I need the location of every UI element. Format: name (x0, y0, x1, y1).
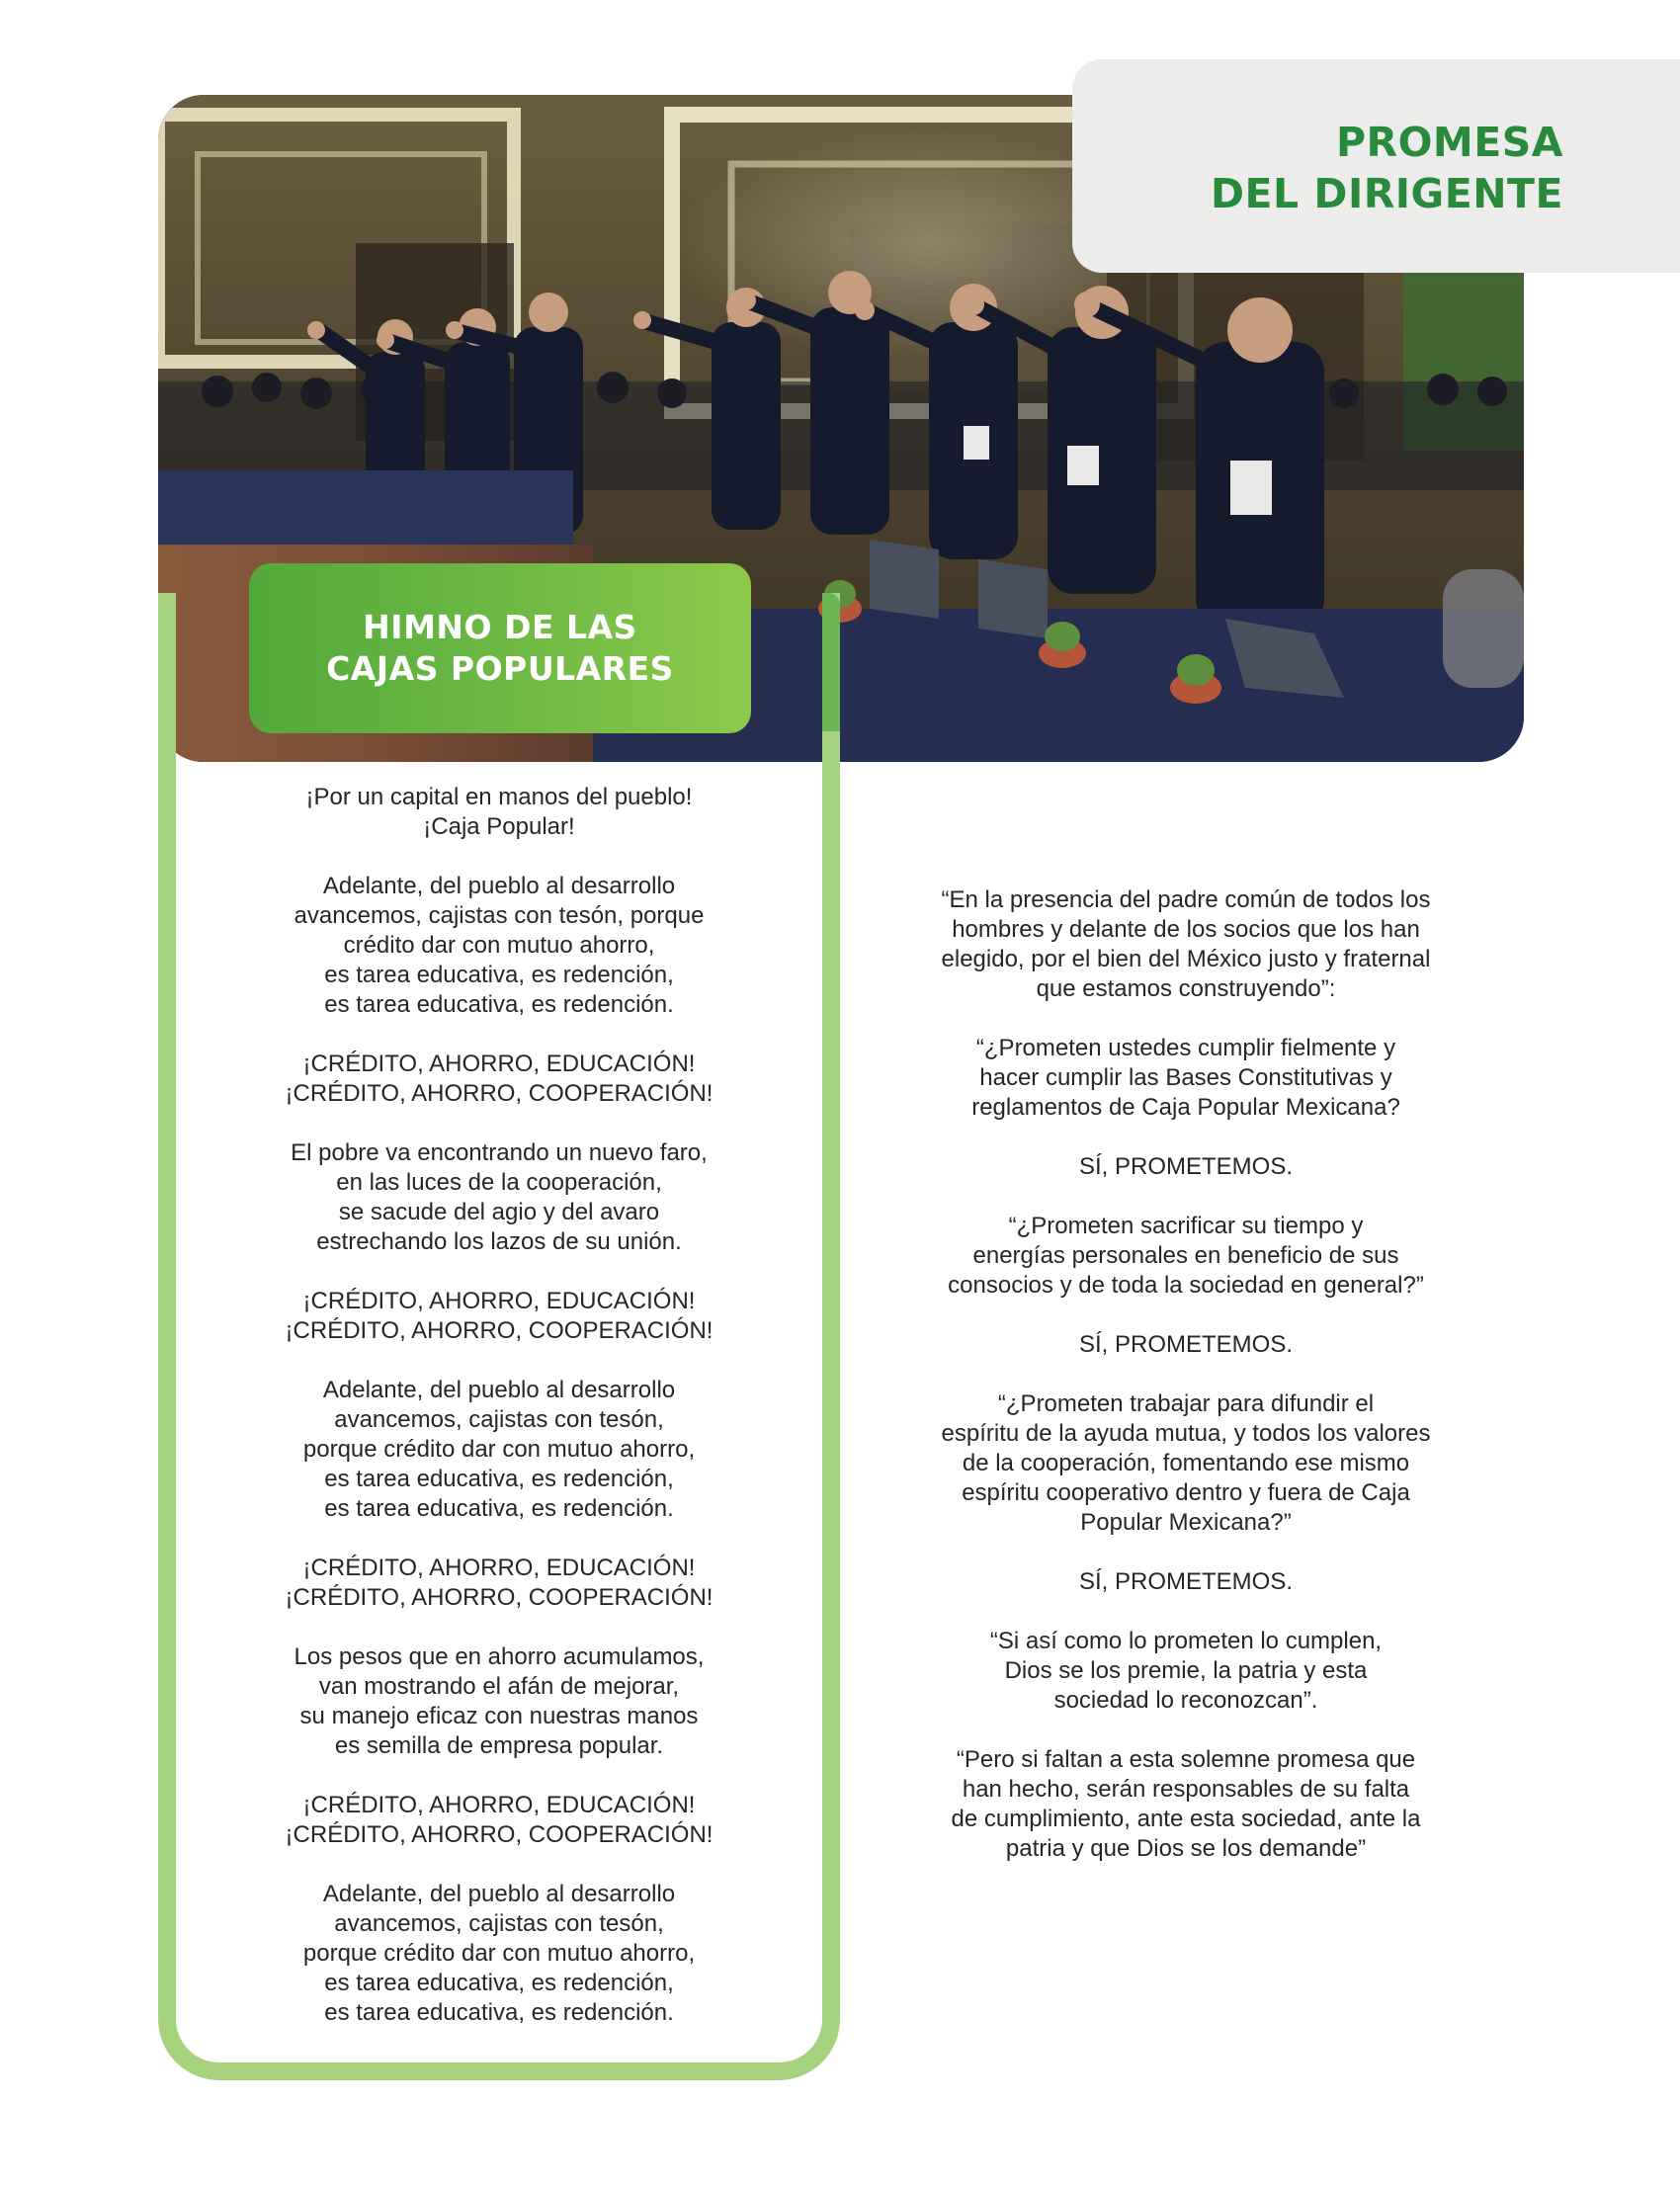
promise-line: elegido, por el bien del México justo y fraternal (941, 946, 1431, 972)
promise-paragraph (875, 1627, 1497, 1716)
hymn-stanza (193, 1287, 805, 1346)
hymn-line: es semilla de empresa popular. (334, 1732, 664, 1759)
hymn-line: ¡CRÉDITO, AHORRO, EDUCACIÓN! (302, 1555, 696, 1581)
promise-line: hacer cumplir las Bases Constitutivas y (979, 1064, 1392, 1091)
page-title-line1: PROMESA (1335, 119, 1563, 166)
promise-paragraph (875, 1152, 1497, 1182)
promise-paragraph (875, 1330, 1497, 1360)
hymn-heading-box (249, 563, 751, 733)
hymn-line: ¡CRÉDITO, AHORRO, EDUCACIÓN! (302, 1051, 696, 1077)
hymn-line: Adelante, del pueblo al desarrollo (322, 873, 676, 899)
hymn-line: crédito dar con mutuo ahorro, (343, 932, 655, 959)
promise-line: han hecho, serán responsables de su falta (962, 1776, 1410, 1803)
promise-line: “Si así como lo prometen lo cumplen, (989, 1628, 1383, 1654)
promise-line: espíritu de la ayuda mutua, y todos los valores (941, 1420, 1431, 1447)
page-title-line2: DEL DIRIGENTE (1210, 170, 1563, 217)
hymn-stanza (193, 1138, 805, 1257)
hymn-line: avancemos, cajistas con tesón, porque (294, 902, 705, 929)
hymn-stanza (193, 1880, 805, 2028)
hymn-line: su manejo eficaz con nuestras manos (299, 1703, 699, 1729)
hymn-line: en las luces de la cooperación, (336, 1169, 662, 1196)
hymn-stanza (193, 1791, 805, 1850)
hymn-stanza (193, 783, 805, 842)
hymn-stanza (193, 1050, 805, 1109)
hymn-line: ¡CRÉDITO, AHORRO, EDUCACIÓN! (302, 1288, 696, 1314)
promise-line: sociedad lo reconozcan”. (1053, 1687, 1318, 1714)
hymn-line: porque crédito dar con mutuo ahorro, (302, 1940, 696, 1967)
promise-paragraph (875, 1389, 1497, 1538)
hymn-line: es tarea educativa, es redención, (324, 1970, 674, 1996)
hymn-line: es tarea educativa, es redención. (324, 991, 674, 1018)
promise-paragraph (875, 1212, 1497, 1301)
hymn-line: Adelante, del pueblo al desarrollo (322, 1377, 676, 1403)
hymn-line: ¡CRÉDITO, AHORRO, EDUCACIÓN! (302, 1792, 696, 1818)
hymn-line: avancemos, cajistas con tesón, (334, 1406, 664, 1433)
promise-line: “Pero si faltan a esta solemne promesa que (956, 1746, 1416, 1773)
hymn-stanza (193, 1554, 805, 1613)
promise-paragraph (875, 1034, 1497, 1123)
hymn-line: avancemos, cajistas con tesón, (334, 1910, 664, 1937)
hymn-line: Adelante, del pueblo al desarrollo (322, 1881, 676, 1907)
hymn-line: van mostrando el afán de mejorar, (318, 1673, 680, 1700)
promise-paragraph (875, 885, 1497, 1004)
hymn-line: ¡CRÉDITO, AHORRO, COOPERACIÓN! (285, 1584, 714, 1611)
hymn-line: El pobre va encontrando un nuevo faro, (291, 1139, 708, 1166)
hymn-line: es tarea educativa, es redención. (324, 1495, 674, 1522)
hymn-line: es tarea educativa, es redención, (324, 962, 674, 988)
promise-paragraph (875, 1567, 1497, 1597)
promise-line: “¿Prometen trabajar para difundir el (997, 1390, 1375, 1417)
hymn-line: ¡CRÉDITO, AHORRO, COOPERACIÓN! (285, 1821, 714, 1848)
hymn-lyrics (193, 783, 805, 2058)
hymn-line: ¡Caja Popular! (423, 813, 575, 840)
hymn-line: es tarea educativa, es redención. (324, 1999, 674, 2026)
hymn-heading-line1: HIMNO DE LAS (363, 608, 637, 646)
promise-line: hombres y delante de los socios que los han (952, 916, 1420, 943)
hymn-line: ¡CRÉDITO, AHORRO, COOPERACIÓN! (285, 1080, 714, 1107)
promise-line: Popular Mexicana?” (1080, 1509, 1292, 1536)
hymn-line: se sacude del agio y del avaro (338, 1199, 660, 1225)
promise-line: energías personales en beneficio de sus (972, 1242, 1399, 1269)
promise-line: que estamos construyendo”: (1036, 975, 1336, 1002)
promise-line: “En la presencia del padre común de todos los (941, 886, 1431, 913)
promise-line: reglamentos de Caja Popular Mexicana? (971, 1094, 1400, 1121)
promise-line: de cumplimiento, ante esta sociedad, ante la (951, 1806, 1421, 1832)
promise-line: patria y que Dios se los demande” (1005, 1835, 1367, 1862)
promise-paragraph (875, 1745, 1497, 1864)
hymn-line: porque crédito dar con mutuo ahorro, (302, 1436, 696, 1463)
promise-line: SÍ, PROMETEMOS. (1078, 1331, 1294, 1358)
hymn-heading-line2: CAJAS POPULARES (326, 649, 674, 688)
hymn-line: ¡Por un capital en manos del pueblo! (305, 784, 693, 810)
hymn-stanza (193, 1376, 805, 1524)
promise-line: Dios se los premie, la patria y esta (1004, 1657, 1368, 1684)
promise-line: SÍ, PROMETEMOS. (1078, 1153, 1294, 1180)
hymn-line: estrechando los lazos de su unión. (316, 1228, 682, 1255)
promise-line: SÍ, PROMETEMOS. (1078, 1568, 1294, 1595)
hymn-line: Los pesos que en ahorro acumulamos, (294, 1643, 705, 1670)
promise-text (875, 885, 1497, 1893)
promise-line: “¿Prometen sacrificar su tiempo y (1008, 1213, 1364, 1239)
promise-line: espíritu cooperativo dentro y fuera de Caja (962, 1479, 1410, 1506)
promise-line: de la cooperación, fomentando ese mismo (962, 1450, 1410, 1476)
hymn-line: es tarea educativa, es redención, (324, 1466, 674, 1492)
hymn-stanza (193, 1642, 805, 1761)
promise-line: consocios y de toda la sociedad en general?” (948, 1272, 1424, 1299)
hymn-line: ¡CRÉDITO, AHORRO, COOPERACIÓN! (285, 1317, 714, 1344)
promise-line: “¿Prometen ustedes cumplir fielmente y (975, 1035, 1396, 1061)
hymn-stanza (193, 872, 805, 1020)
title-tab (1072, 59, 1680, 273)
